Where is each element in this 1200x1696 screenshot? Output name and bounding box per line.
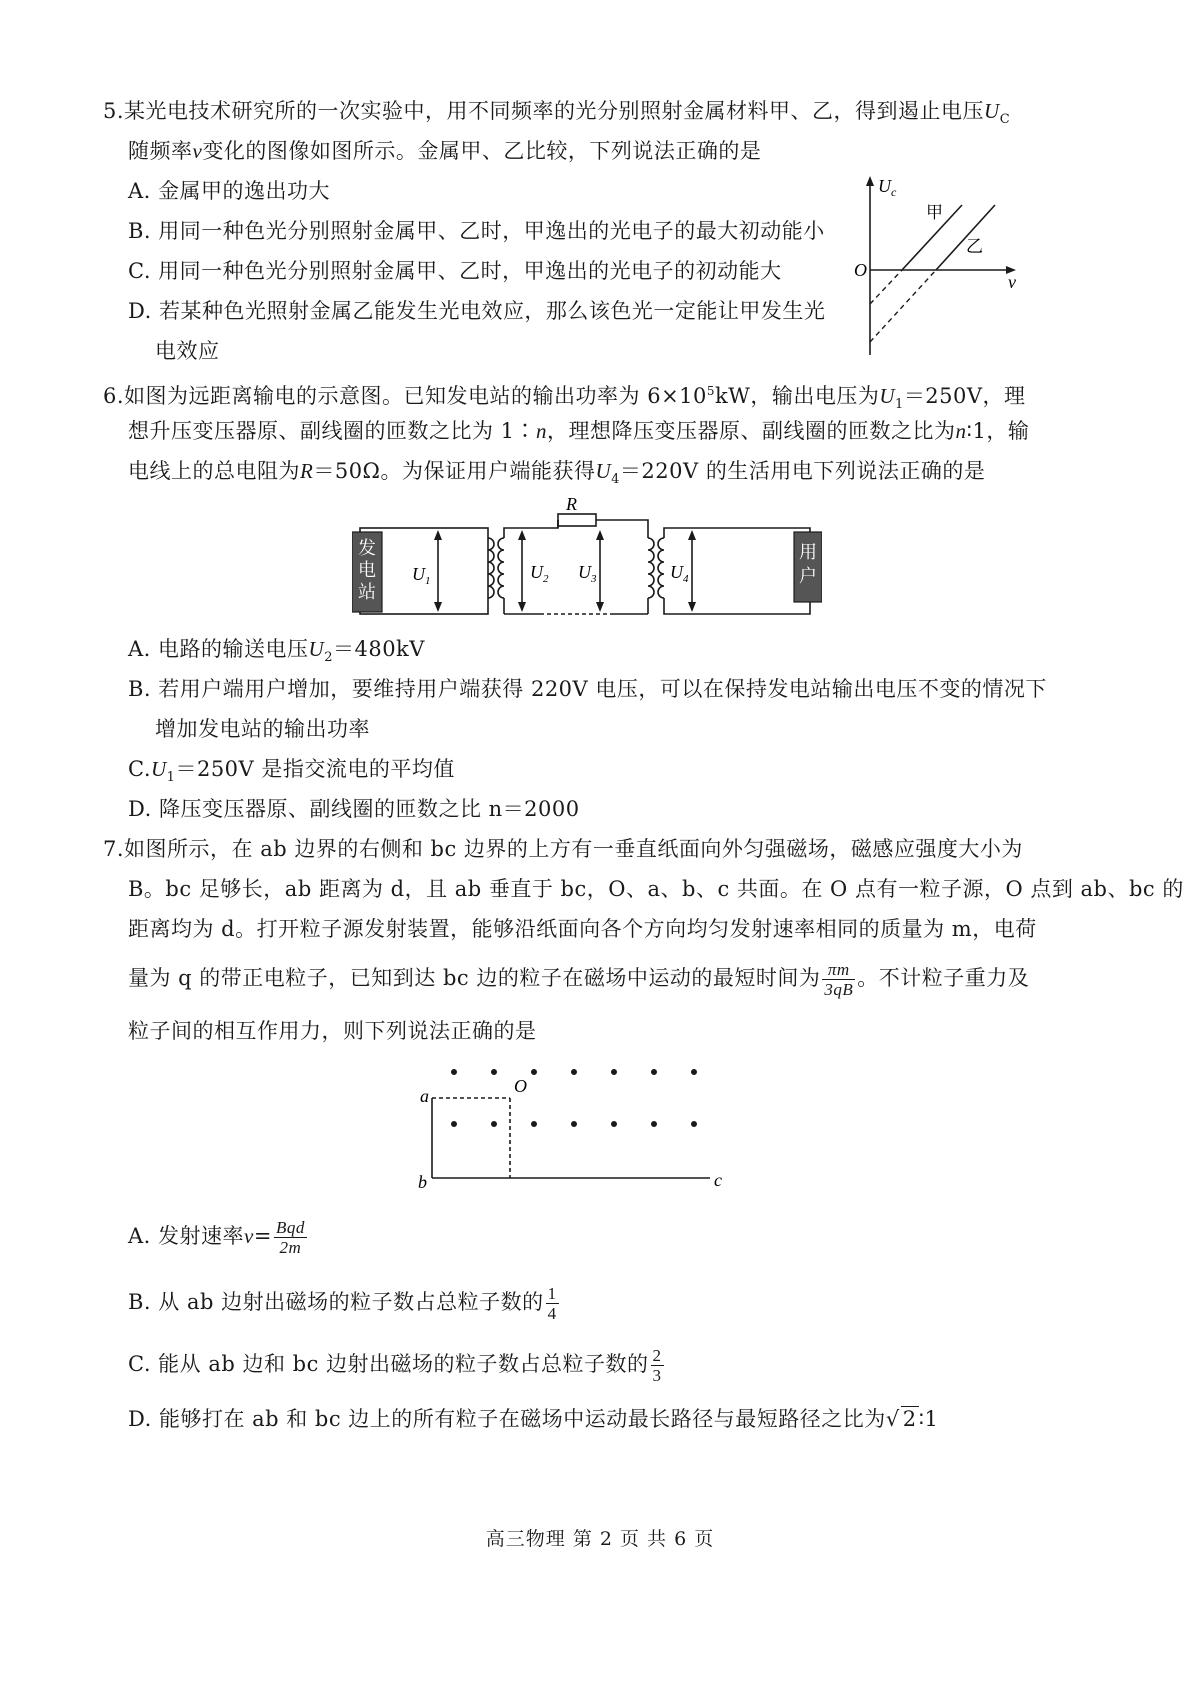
q5-origin-label: O: [854, 260, 867, 280]
q5-option-d-line1: D. 若某种色光照射金属乙能发生光电效应，那么该色光一定能让甲发生光: [128, 299, 826, 323]
q5-stem-line1: [103, 96, 1010, 135]
q6-u4-sub: 4: [611, 472, 620, 488]
q7-text4a: 量为 q 的带正电粒子，已知到达 bc 边的粒子在磁场中运动的最短时间为: [128, 966, 821, 990]
q7-opt-a-fraction: $\frac{\text{Bqd}}{2m}$: [275, 1218, 305, 1257]
q7-opt-a-text: A. 发射速率: [128, 1224, 245, 1248]
q7-field-diagram: [410, 1058, 740, 1198]
q5-uc-sub: C: [999, 112, 1011, 128]
q7-text1: 如图所示，在 ab 边界的右侧和 bc 边界的上方有一垂直纸面向外匀强磁场，磁感应强度大小为: [124, 837, 1023, 861]
q6-text2c: ∶1，输: [966, 419, 1030, 443]
q6-user-label: 用户: [799, 542, 817, 587]
q6-stem-line2: [128, 416, 1029, 446]
q7-opt-c-fraction: $\frac{2}{3}$: [652, 1346, 662, 1385]
q7-sqrt-value: 2: [902, 1407, 917, 1431]
q6-opt-a-val: ＝480kV: [332, 637, 425, 661]
q7-stem-line4: [128, 960, 1029, 999]
q6-u1-var: U: [879, 384, 896, 408]
q6-loop-right: [664, 528, 810, 614]
q7-option-c: [128, 1346, 666, 1385]
page-footer: 高三物理 第 2 页 共 6 页: [485, 1528, 715, 1550]
q6-text3b: ＝50Ω。为保证用户端能获得: [313, 459, 596, 483]
q6-text3a: 电线上的总电阻为: [128, 459, 300, 483]
q6-opt-a-sub: 2: [324, 650, 333, 666]
q7-label-a: a: [420, 1086, 429, 1106]
q7-opt-a-var: v: [244, 1224, 254, 1248]
q7-label-b: b: [418, 1172, 427, 1192]
q6-u1-sub: 1: [895, 397, 904, 413]
q7-opt-b-text: B. 从 ab 边射出磁场的粒子数占总粒子数的: [128, 1290, 544, 1314]
q6-option-b-line1: B. 若用户端用户增加，要维持用户端获得 220V 电压，可以在保持发电站输出电压不变的情况下: [128, 677, 1047, 701]
q5-stem-text2b: 变化的图像如图所示。金属甲、乙比较，下列说法正确的是: [202, 139, 762, 163]
q7-opt-d-text: D. 能够打在 ab 和 bc 边上的所有粒子在磁场中运动最长路径与最短路径之比为: [128, 1407, 886, 1431]
q6-opt-a-var: U: [308, 637, 325, 661]
q6-text2a: 想升压变压器原、副线圈的匝数之比为 1∶: [128, 419, 537, 443]
q5-jia-label: 甲: [926, 203, 943, 223]
q6-plant-label: 发电站: [358, 538, 376, 603]
q6-opt-c-var: U: [151, 757, 167, 781]
q6-u4-var: U: [595, 459, 612, 483]
q6-text1b: kW，输出电压为: [715, 384, 880, 408]
q6-n1-var: n: [536, 419, 548, 443]
q6-coil-2: [498, 538, 504, 598]
q6-option-b-line2: 增加发电站的输出功率: [155, 717, 370, 741]
q5-stem-text1: 某光电技术研究所的一次实验中，用不同频率的光分别照射金属材料甲、乙，得到遏止电压: [124, 99, 985, 123]
q5-option-c: C. 用同一种色光分别照射金属甲、乙时，甲逸出的光电子的初动能大: [128, 259, 782, 283]
q7-stem-line5: 粒子间的相互作用力，则下列说法正确的是: [128, 1019, 537, 1043]
q6-text1c: ＝250V，理: [903, 384, 1026, 408]
q5-graph: [850, 170, 1030, 370]
q6-circuit-diagram: [352, 498, 822, 628]
q7-option-b: [128, 1284, 561, 1323]
q7-option-a: [128, 1218, 309, 1257]
q6-u4-label: $U_4$: [670, 562, 689, 585]
q7-stem-line2: B。bc 足够长，ab 距离为 d，且 ab 垂直于 bc，O、a、b、c 共面。在 O 点有一粒子源，O 点到 ab、bc 的: [128, 877, 1184, 901]
q5-number: 5.: [103, 99, 125, 123]
q6-wire-mid-top-left: [504, 520, 558, 538]
q7-number: 7.: [103, 837, 125, 861]
q5-option-a: A. 金属甲的逸出功大: [128, 179, 331, 203]
q6-text2b: ，理想降压变压器原、副线圈的匝数之比为: [547, 419, 956, 443]
q7-text4b: 。不计粒子重力及: [857, 966, 1030, 990]
q5-line-yi-dashed: [870, 270, 936, 342]
q7-opt-b-fraction: $\frac{1}{4}$: [547, 1284, 557, 1323]
q7-stem-line1: [103, 834, 1023, 864]
q6-u2-label: $U_2$: [530, 562, 549, 585]
q6-resistor: [558, 514, 596, 526]
q6-opt-c-text: ＝250V 是指交流电的平均值: [175, 757, 455, 781]
q6-wire-mid-top-right: [596, 520, 648, 528]
q6-option-d: D. 降压变压器原、副线圈的匝数之比 n＝2000: [128, 797, 580, 821]
q6-option-c: [128, 754, 455, 793]
q5-option-b: B. 用同一种色光分别照射金属甲、乙时，甲逸出的光电子的最大初动能小: [128, 219, 825, 243]
q6-exp: 5: [706, 384, 716, 398]
q6-text1a: 如图为远距离输电的示意图。已知发电站的输出功率为 6×10: [124, 384, 707, 408]
q6-u3-label: $U_3$: [578, 562, 597, 585]
q7-sqrt-sign: √: [885, 1407, 900, 1431]
q5-uc-var: U: [984, 99, 1000, 123]
q7-label-o: O: [514, 1076, 527, 1096]
q6-stem-line3: [128, 456, 985, 495]
q6-n2-var: n: [955, 419, 967, 443]
q7-field-dots: [451, 1069, 697, 1127]
q6-coil-1: [488, 538, 494, 598]
q6-resistor-label: R: [566, 498, 577, 514]
q5-y-label: $U_c$: [878, 176, 897, 199]
q5-yi-label: 乙: [966, 237, 983, 257]
q6-r-var: R: [300, 459, 314, 483]
q7-time-fraction: $\frac{\pi m}{3qB}$: [824, 960, 854, 999]
q5-line-jia-dashed: [870, 270, 902, 304]
q6-option-a: [128, 634, 425, 673]
q5-stem-text2a: 随频率: [128, 139, 193, 163]
q6-opt-c-label: C.: [128, 757, 151, 781]
q5-x-label: ν: [1008, 272, 1016, 292]
q7-opt-c-text: C. 能从 ab 边和 bc 边射出磁场的粒子数占总粒子数的: [128, 1352, 649, 1376]
q6-u1-label: $U_1$: [412, 564, 431, 587]
q6-coil-4: [658, 538, 664, 598]
q6-opt-a-text: A. 电路的输送电压: [128, 637, 309, 661]
q6-opt-c-sub: 1: [166, 770, 176, 786]
q7-label-c: c: [714, 1170, 722, 1190]
q5-stem-line2: [128, 136, 761, 166]
q7-opt-a-eq: =: [253, 1224, 272, 1248]
q7-option-d: [128, 1404, 938, 1434]
q6-stem-line1: [103, 376, 1026, 420]
q6-number: 6.: [103, 384, 125, 408]
q5-y-arrow: [866, 176, 874, 186]
q6-coil-3: [648, 538, 654, 598]
q7-stem-line3: 距离均为 d。打开粒子源发射装置，能够沿纸面向各个方向均匀发射速率相同的质量为 m，电荷: [128, 917, 1037, 941]
q5-option-d-line2: 电效应: [155, 339, 220, 363]
q5-nu-var: ν: [192, 139, 203, 163]
q6-text3c: ＝220V 的生活用电下列说法正确的是: [619, 459, 986, 483]
q7-opt-d-ratio: ∶1: [918, 1407, 939, 1431]
